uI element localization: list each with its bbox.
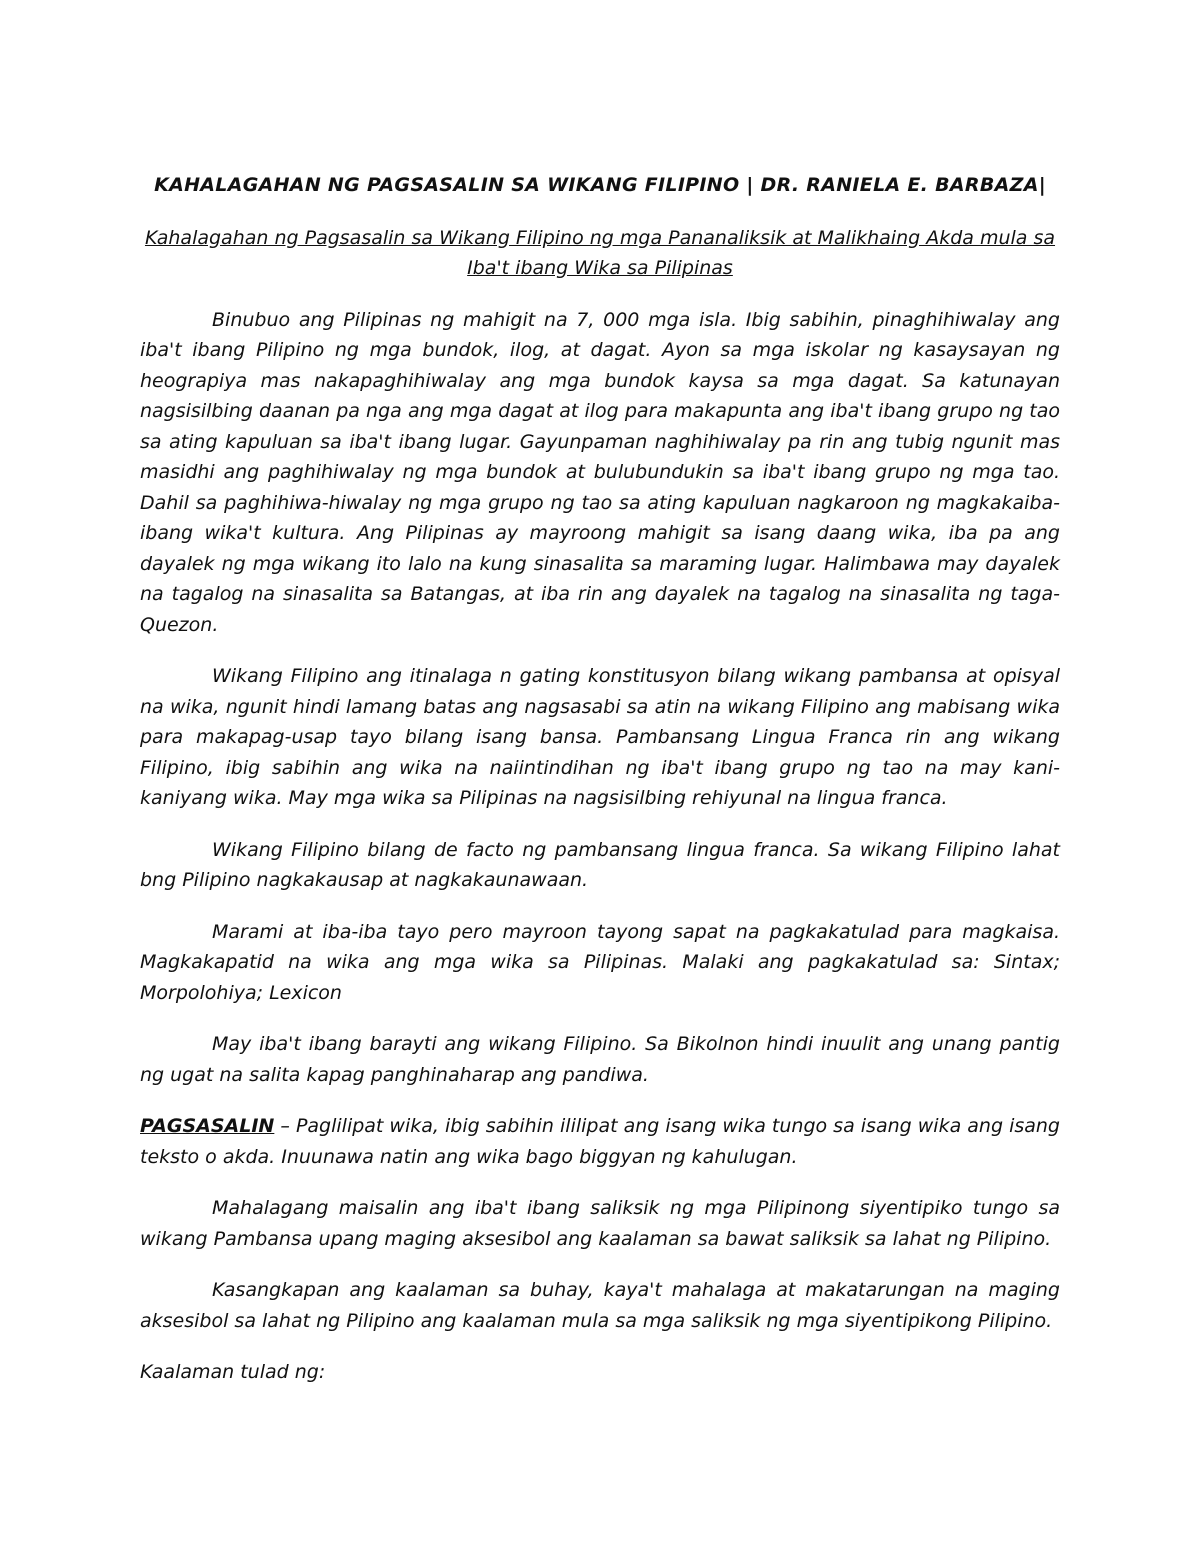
paragraph-4: Marami at iba-iba tayo pero mayroon tayong sapat na pagkakatulad para magkaisa. Magkakapatid na wika ang mga wika sa Pilipinas. Malaki ang pagkakatulad sa: Sintax; Morpolohiya; Lexicon bbox=[140, 920, 1060, 1004]
paragraph-2: Wikang Filipino ang itinalaga n gating konstitusyon bilang wikang pambansa at opisyal na wika, ngunit hindi lamang batas ang nagsasabi sa atin na wikang Filipino ang mabisang wika para makapag-usap tayo bilang isang bansa. Pambansang Lingua Franca rin ang wikang Filipino, ibig sabihin ang wika na naiintindihan ng iba't ibang grupo ng tao na may kani-kaniyang wika. May mga wika sa Pilipinas na nagsisilbing rehiyunal na lingua franca. bbox=[140, 665, 1060, 809]
paragraph-6: Mahalagang maisalin ang iba't ibang saliksik ng mga Pilipinong siyentipiko tungo sa wikang Pambansa upang maging aksesibol ang kaalaman sa bawat saliksik sa lahat ng Pilipino. bbox=[140, 1197, 1060, 1250]
paragraph-5: May iba't ibang barayti ang wikang Filipino. Sa Bikolnon hindi inuulit ang unang pantig ng ugat na salita kapag panghinaharap ang pandiwa. bbox=[140, 1033, 1060, 1086]
document-title: KAHALAGAHAN NG PAGSASALIN SA WIKANG FILIPINO | DR. RANIELA E. BARBAZA| bbox=[154, 174, 1046, 196]
closing-line: Kaalaman tulad ng: bbox=[140, 1361, 326, 1383]
paragraph-7: Kasangkapan ang kaalaman sa buhay, kaya't mahalaga at makatarungan na maging aksesibol sa lahat ng Pilipino ang kaalaman mula sa mga saliksik ng mga siyentipikong Pilipino. bbox=[140, 1279, 1060, 1332]
document-subtitle: Kahalagahan ng Pagsasalin sa Wikang Filipino ng mga Pananaliksik at Malikhaing Akda mula sa Iba't ibang Wika sa Pilipinas bbox=[144, 226, 1056, 279]
definition-term: PAGSASALIN bbox=[140, 1115, 275, 1137]
definition-paragraph bbox=[140, 1111, 1060, 1172]
document-page bbox=[140, 170, 1060, 1409]
paragraph-1: Binubuo ang Pilipinas ng mahigit na 7, 000 mga isla. Ibig sabihin, pinaghihiwalay ang iba't ibang Pilipino ng mga bundok, ilog, at dagat. Ayon sa mga iskolar ng kasaysayan ng heograpiya mas nakapaghihiwalay ang mga bundok kaysa sa mga dagat. Sa katunayan nagsisilbing daanan pa nga ang mga dagat at ilog para makapunta ang iba't ibang grupo ng tao sa ating kapuluan sa iba't ibang lugar. Gayunpaman naghihiwalay pa rin ang tubig ngunit mas masidhi ang paghihiwalay ng mga bundok at bulubundukin sa iba't ibang grupo ng mga tao. Dahil sa paghihiwa-hiwalay ng mga grupo ng tao sa ating kapuluan nagkaroon ng magkakaiba-ibang wika't kultura. Ang Pilipinas ay mayroong mahigit sa isang daang wika, iba pa ang dayalek ng mga wikang ito lalo na kung sinasalita sa maraming lugar. Halimbawa may dayalek na tagalog na sinasalita sa Batangas, at iba rin ang dayalek na tagalog na sinasalita ng taga-Quezon. bbox=[140, 308, 1060, 636]
definition-text: – Paglilipat wika, ibig sabihin ililipat ang isang wika tungo sa isang wika ang isang teksto o akda. Inuunawa natin ang wika bago biggyan ng kahulugan. bbox=[140, 1115, 1060, 1168]
paragraph-3: Wikang Filipino bilang de facto ng pambansang lingua franca. Sa wikang Filipino lahat bng Pilipino nagkakausap at nagkakaunawaan. bbox=[140, 838, 1060, 891]
